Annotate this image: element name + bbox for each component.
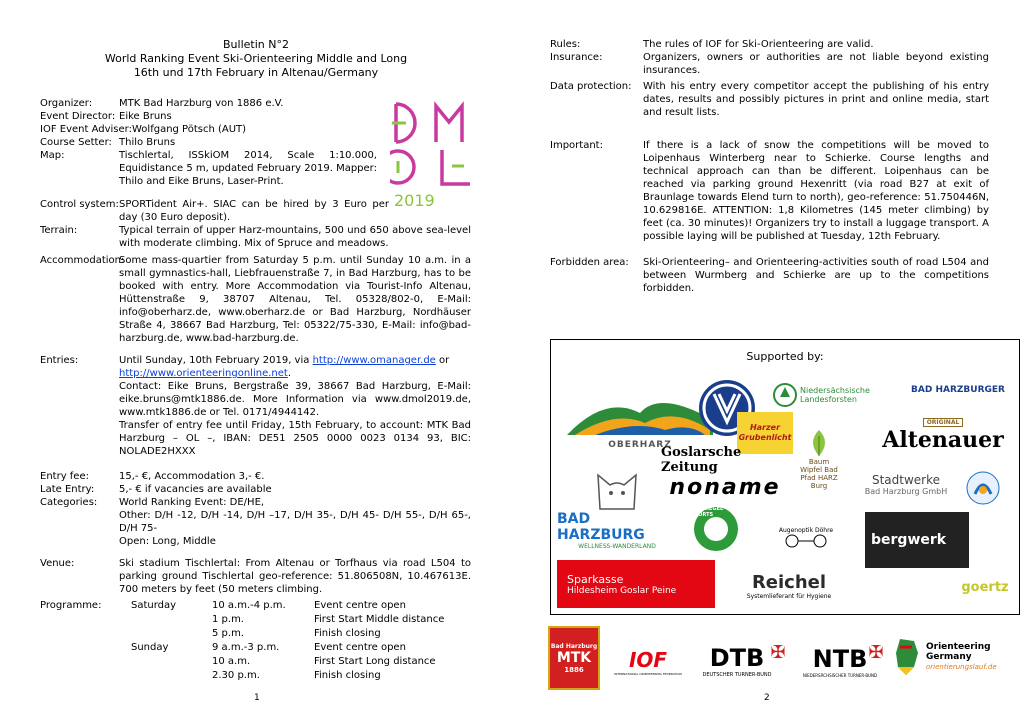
entries-deadline: Until Sunday, 10th February 2019, via [119, 355, 313, 366]
control-system-label: Control system: [40, 199, 119, 210]
ntb-sub: NIEDERSÄCHSISCHER TURNER-BUND [802, 672, 878, 678]
programme-label: Programme: [40, 600, 102, 611]
terrain-row [40, 224, 472, 250]
programme-event: Finish closing [314, 628, 381, 639]
entries-dot: . [287, 368, 292, 379]
programme-day: Sunday [131, 642, 169, 653]
categories-row [40, 496, 472, 552]
augenoptik-logo [761, 512, 851, 562]
programme-time: 2.30 p.m. [212, 670, 260, 681]
venue-value: Ski stadium Tischlertal: From Altenau or Torfhaus via road L504 to parking ground Tischlertal geo-reference: 51.806508N, 10.467613E. 700 meters by feet (50 meters climbing. [119, 558, 471, 595]
mtk-year: 1886 [564, 665, 584, 674]
stadtwerke-logo [851, 470, 961, 502]
categories-wre: World Ranking Event: DE/HE, [119, 497, 265, 508]
iof-adviser-value: Wolfgang Pötsch (AUT) [132, 124, 247, 135]
sparkasse-name: Sparkasse [567, 572, 624, 586]
important-row [550, 139, 990, 256]
oberharz-mountains-icon [565, 385, 715, 440]
categories-label: Categories: [40, 497, 98, 508]
forbidden-area-row [550, 256, 990, 295]
dmol-year: 2019 [394, 191, 435, 210]
tree-icon [773, 383, 797, 407]
forbidden-area-value: Ski-Orienteering– and Orienteering-activities south of road L504 and between Wurmberg and Schierke are up to the competitions forbidden. [643, 257, 989, 294]
iof-adviser-label: IOF Event Adviser: [40, 124, 132, 135]
categories-value [119, 496, 471, 548]
event-director-value: Eike Bruns [119, 111, 172, 122]
insurance-label: Insurance: [550, 52, 603, 63]
grubenlicht-line1: Harzer [749, 423, 781, 432]
programme-event: Event centre open [314, 642, 406, 653]
organizer-value: MTK Bad Harzburg von 1886 e.V. [119, 98, 284, 109]
omanager-link[interactable]: http://www.omanager.de [312, 355, 436, 366]
entries-label: Entries: [40, 355, 79, 366]
entry-fee-row [40, 470, 472, 483]
reichel-logo [727, 568, 851, 604]
supported-by-heading: Supported by: [746, 350, 824, 363]
sparkasse-region: Hildesheim Goslar Peine [567, 585, 677, 596]
programme-time: 5 p.m. [212, 628, 244, 639]
event-director-label: Event Director: [40, 111, 116, 122]
iof-adviser-row [40, 123, 400, 136]
noname-logo: noname [669, 474, 781, 500]
event-date: 16th und 17th February in Altenau/Germany [133, 66, 379, 79]
entry-fee-label: Entry fee: [40, 471, 89, 482]
baumwipfelpfad-logo [795, 418, 843, 500]
venue-label: Venue: [40, 558, 75, 569]
entry-fee-value: 15,- €, Accommodation 3,- €. [119, 471, 265, 482]
dtb-sub: DEUTSCHER TURNER-BUND [702, 672, 772, 678]
map-label: Map: [40, 150, 65, 161]
entries-transfer: Transfer of entry fee until Friday, 15th February, to account: MTK Bad Harzburg – OL –, IBAN: DE51 2505 0000 0023 0134 93, BIC: NOLADE2HXXX [119, 420, 471, 457]
course-setter-row [40, 136, 400, 149]
ole-siegel-text: OLE SIEGEL SPORTS [691, 506, 724, 518]
programme-event: First Start Middle distance [314, 614, 445, 625]
grubenlicht-line2: Grubenlicht [738, 433, 792, 442]
sponsor-box [550, 339, 1020, 615]
programme-time: 10 a.m.-4 p.m. [212, 600, 286, 611]
altenauer-text: Altenauer [882, 426, 1004, 453]
goslarsche-zeitung-logo: Goslarsche Zeitung [661, 445, 742, 475]
reichel-name: Reichel [751, 572, 827, 593]
page-number: 2 [764, 693, 770, 703]
mtk-logo [548, 626, 600, 690]
page-number: 1 [254, 693, 260, 703]
programme-event: Finish closing [314, 670, 381, 681]
rules-value: The rules of IOF for Ski-Orienteering are valid. [643, 39, 874, 50]
entries-contact: Contact: Eike Bruns, Bergstraße 39, 38667 Bad Harzburg, E-Mail: eike.bruns@mtk1886.de. More Information via www.dmol2019.de, www.mtk1886.de or Tel. 0171/4944142. [119, 381, 471, 418]
rules-row [550, 38, 990, 51]
insurance-row [550, 51, 990, 77]
dmol-2019-logo [390, 100, 480, 210]
landesforsten-line2: Landesforsten [800, 395, 857, 404]
glasses-icon [776, 534, 836, 548]
ntb-emblem-icon: ✠ [868, 641, 884, 663]
lynx-icon [594, 471, 640, 511]
terrain-value: Typical terrain of upper Harz-mountains, 500 und 650 above sea-level with moderate climbing. Mix of Spruce and meadows. [119, 225, 471, 249]
dtb-emblem-icon: ✠ [770, 641, 786, 663]
landesforsten-logo [773, 380, 893, 410]
programme-time: 9 a.m.-3 p.m. [212, 642, 280, 653]
mtk-top: Bad Harzburg [550, 642, 598, 650]
course-setter-value: Thilo Bruns [119, 137, 176, 148]
bad-harzburg-slogan: WELLNESS-WANDERLAND [578, 542, 656, 550]
control-system-row [40, 198, 390, 224]
reichel-sub: Systemlieferant für Hygiene [746, 593, 832, 600]
important-label: Important: [550, 140, 603, 151]
orienteering-germany-logo [892, 632, 1020, 682]
programme-day: Saturday [131, 600, 177, 611]
og-line2: Germany [926, 652, 972, 662]
organizer-label: Organizer: [40, 98, 93, 109]
organizer-row [40, 97, 400, 110]
categories-other: Other: D/H -12, D/H -14, D/H –17, D/H 35-, D/H 45- D/H 55-, D/H 65-, D/H 75- [119, 510, 471, 534]
bulletin-title: Bulletin N°2 [223, 38, 289, 51]
programme-time: 10 a.m. [212, 656, 251, 667]
data-protection-row [550, 80, 990, 119]
entries-row [40, 354, 472, 466]
iof-logo [610, 640, 686, 684]
ole-siegel-logo [691, 504, 741, 554]
data-protection-value: With his entry every competitor accept the publishing of his entry dates, results and possibly pictures in print and online media, start and result lists. [643, 81, 989, 118]
altenauer-original: ORIGINAL [923, 418, 964, 427]
accommodation-value: Some mass-quartier from Saturday 5 p.m. until Sunday 10 a.m. in a small gymnastics-hall, Liebfrauenstraße 7, in Bad Harzburg, has to be booked with entry. More Accommodation via Tourist-Info Altenau, Hüttenstraße 9, 38707 Altenau, Tel. 05328/802-0, E-Mail: info@oberharz.de, www.oberharz.de or Bad Harzburg, Nordhäuser Straße 4, 38667 Bad Harzburg, Tel: 05322/75-330, E-Mail: info@bad-harzburg.de, www.bad-harzburg.de. [119, 255, 471, 344]
rules-label: Rules: [550, 39, 581, 50]
sparkasse-logo [557, 560, 715, 608]
forbidden-area-label: Forbidden area: [550, 257, 629, 268]
goertz-logo: goertz [961, 579, 1009, 595]
map-value: Tischlertal, ISSkiOM 2014, Scale 1:10.000, Equidistance 5 m, updated February 2019. Mapper: Thilo and Eike Bruns, Laser-Print. [119, 150, 377, 187]
late-entry-label: Late Entry: [40, 484, 95, 495]
programme-time: 1 p.m. [212, 614, 244, 625]
stadtwerke-line1: Stadtwerke [871, 473, 941, 487]
iof-sub: INTERNATIONAL ORIENTEERING FEDERATION [614, 672, 682, 676]
entries-value [119, 354, 471, 458]
germany-map-icon [892, 637, 922, 677]
orienteeringonline-link[interactable]: http://www.orienteeringonline.net [119, 368, 288, 379]
terrain-label: Terrain: [40, 225, 78, 236]
altenauer-logo [873, 410, 1013, 460]
event-title: World Ranking Event Ski-Orienteering Middle and Long [104, 52, 408, 65]
accommodation-label: Accommodation: [40, 255, 125, 266]
accommodation-row [40, 254, 472, 345]
oberharz-text: OBERHARZ [608, 440, 672, 450]
bad-harzburg-name: BAD HARZBURG [557, 510, 645, 543]
programme-event: First Start Long distance [314, 656, 436, 667]
landesforsten-line1: Niedersächsische [800, 386, 870, 395]
iof-name: IOF [628, 648, 668, 672]
ntb-name: NTB [812, 644, 868, 673]
bergwerk-logo: bergwerk [865, 512, 969, 568]
late-entry-value: 5,- € if vacancies are available [119, 484, 272, 495]
entries-or: or [435, 355, 450, 366]
insurance-value: Organizers, owners or authorities are not liable beyond existing insurances. [643, 52, 989, 76]
event-director-row [40, 110, 400, 123]
stadtwerke-icon [963, 468, 1003, 508]
baumwipfel-line2: Wipfel Bad [800, 466, 838, 474]
mtk-name: MTK [556, 649, 592, 666]
bad-harzburger-logo: BAD HARZBURGER [911, 385, 1005, 395]
course-setter-label: Course Setter: [40, 137, 112, 148]
og-line3: orientierungslauf.de [926, 663, 997, 671]
baumwipfel-line3: Pfad HARZ [800, 474, 838, 482]
og-line1: Orienteering [926, 642, 991, 652]
control-system-value: SPORTident Air+. SIAC can be hired by 3 Euro per day (30 Euro deposit). [119, 199, 389, 223]
bulletin-header [40, 38, 472, 80]
baumwipfel-line4: Burg [810, 482, 828, 490]
map-row [40, 149, 380, 188]
dtb-name: DTB [709, 644, 765, 672]
venue-row [40, 557, 472, 596]
important-value: If there is a lack of snow the competitions will be moved to Loipenhaus Winterberg near to Schierke. Course lengths and technical approach can than be different. Loipenhaus can be reached via parking ground Hexenritt (via road B27 at exit of Braunlage towards Elend turn to north), geo-reference: 51.750446N, 10.629816E. ATTENTION: 1,8 Kilometres (145 meter climbing) by feet (ca. 30 minutes)! Organizers try to install a luggage transport. A possible laying will be published at Tuesday, 12th February. [643, 140, 989, 242]
bad-harzburg-wellness-logo [557, 470, 677, 550]
categories-open: Open: Long, Middle [119, 536, 216, 547]
baumwipfel-line1: Baum [808, 458, 830, 466]
stadtwerke-line2: Bad Harzburg GmbH [864, 487, 948, 496]
late-entry-row [40, 483, 472, 496]
leaf-icon [807, 428, 831, 458]
programme-event: Event centre open [314, 600, 406, 611]
augenoptik-text: Augenoptik Döhre [778, 526, 834, 534]
data-protection-label: Data protection: [550, 81, 632, 92]
